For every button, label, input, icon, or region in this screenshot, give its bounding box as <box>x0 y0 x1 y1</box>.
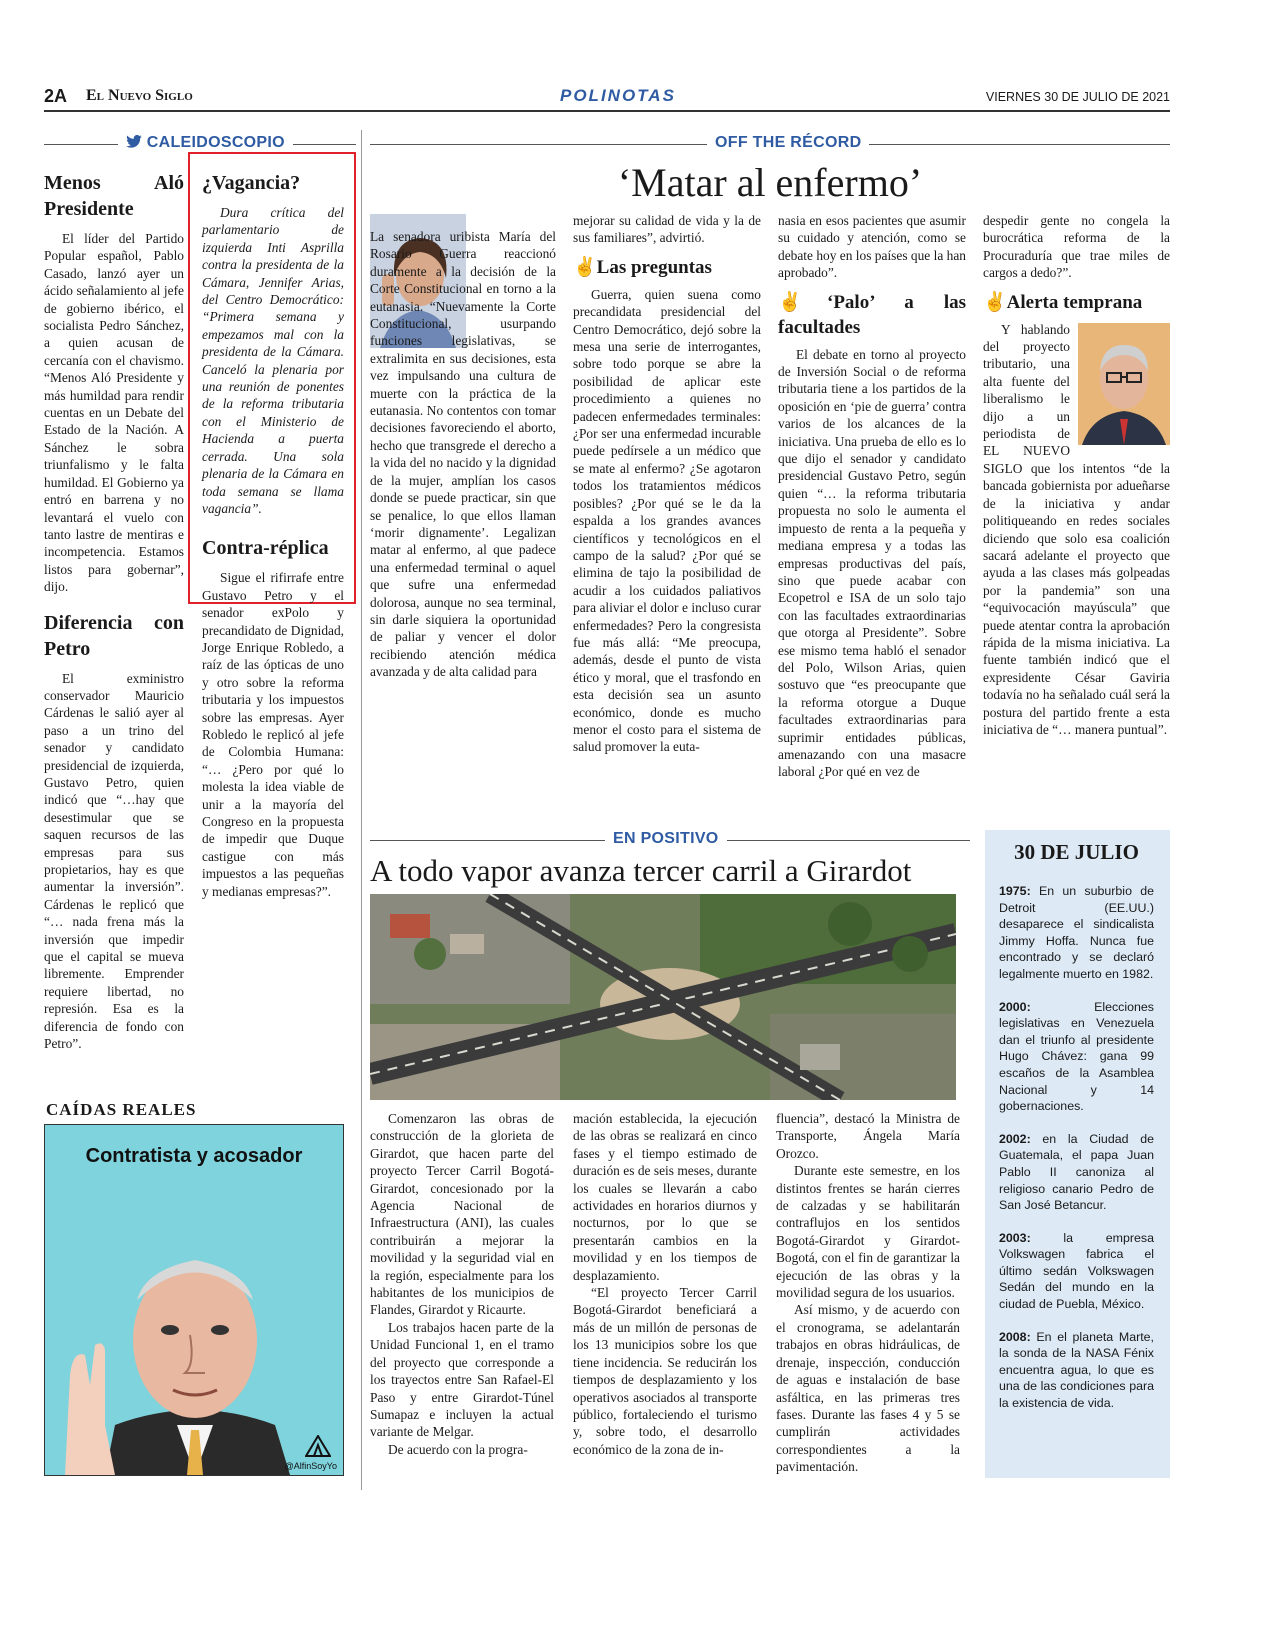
offrecord-label: OFF THE RÉCORD <box>707 134 869 152</box>
efemeride-text: Elecciones legislativas en Venezuela dan el triunfo al presidente Hugo Chávez: gana 99 escaños de la Asamblea Nacional y 14 gobernaciones. <box>999 999 1154 1114</box>
girardot-aerial-photo <box>370 894 956 1100</box>
headline-diferencia: Diferencia con Petro <box>44 611 184 660</box>
masthead-rule <box>44 110 1170 112</box>
cartoon-credit: @AlfinSoyYo <box>284 1461 337 1471</box>
efemeride-text: En un suburbio de Detroit (EE.UU.) desaparece el sindicalista Jimmy Hoffa. Nunca fue encontrado y se declaró legalmente muerto en 1982. <box>999 884 1154 981</box>
headline-menos-alo: Menos Aló Presidente <box>44 172 184 220</box>
headline-palo: ✌‘Palo’ a las facultades <box>778 291 966 338</box>
caleidoscopio-label <box>118 134 293 152</box>
enpositivo-col3-p3: Así mismo, y de acuerdo con el cronograma, se adelantarán trabajos en obras hidráulicas, de drenaje, inspección, conducción de aguas e instalación de base asfáltica, en las primeras tres fases. Durante las fases 4 y 5 se cumplirán actividades correspondientes a la pavimentación. <box>776 1302 960 1475</box>
efemeride-text: en la Ciudad de Guatemala, el papa Juan Pablo II canoniza al religioso canario Pedro de San José Betancur. <box>999 1131 1154 1213</box>
efemeride-year: 2000: <box>999 999 1031 1014</box>
body-vagancia: Dura crítica del parlamentario de izquierda Inti Asprilla contra la presidenta de la Cámara, Jennifer Arias, del Centro Democrático: “Primera semana y empezamos mal con la presidenta de la Cámara. Canceló la plenaria por una reunión de ponentes de la reforma tributaria con el Ministerio de Hacienda a puerta cerrada. Una sola plenaria de la Cámara en toda semana se llama vagancia”. <box>202 205 344 516</box>
enpositivo-column-1 <box>370 1110 554 1458</box>
cartoon-king-drawing <box>45 1125 343 1475</box>
headline-vagancia: ¿Vagancia? <box>202 172 301 194</box>
efemerides-title: 30 DE JULIO <box>1014 840 1139 864</box>
efemeride-year: 2003: <box>999 1230 1031 1245</box>
offrecord-col3-body: El debate en torno al proyecto de Inversión Social o de reforma tributaria tiene a los partidos de la oposición en ‘pie de guerra’ contra varios de los alcances de la iniciativa. Una prueba de ello es lo que dijo el senador y candidato presidencial Gustavo Petro, según quien “… la reforma tributaria propuesta no solo le aumenta el impuesto de renta a la pequeña y mediana empresa y a todas las empresas productivas del país, sino que puede acabar con Ecopetrol e ISA de un solo tajo con las facultades extraordinarias que otorga al Presidente”. Sobre ese mismo tema habló el senador del Polo, Wilson Arias, quien sostuvo que “es preocupante que la reforma otorgue a Duque facultades extraordinarias para suprimir entidades públicas, amenazando con una masacre laboral ¿Por qué en vez de <box>778 346 966 780</box>
efemeride-year: 1975: <box>999 884 1031 898</box>
body-diferencia: El exministro conservador Mauricio Cárdenas le salió ayer al paso a un trino del senador y candidato presidencial de izquierda, Gustavo Petro, quien indicó que “…hay que desestimular que se saquen recursos de las empresas para sus propietarios, hay es que aumentar la inversión”. Cárdenas le replicó que “… nada frena más la inversión que impedir que el capital se mueva libremente. Emprender requiere libertad, no represión. Esa es la diferencia de fondo con Petro”. <box>44 670 184 1052</box>
efemerides-box <box>985 830 1170 1478</box>
enpositivo-col1-p3: De acuerdo con la progra- <box>388 1441 528 1457</box>
enpositivo-column-3 <box>776 1110 960 1476</box>
efemeride-item <box>999 1329 1154 1412</box>
efemeride-item <box>999 1131 1154 1214</box>
offrecord-col4-body: Y hablando del proyecto tributario, una alta fuente del liberalismo le dijo a un periodista de EL NUEVO SIGLO que los intentos “de la bancada gobiernista por adueñarse de la iniciativa y andar politiqueando en redes sociales diciendo que solo esa coalición sacará adelante el proyecto que ayuda a las clases más golpeadas por la pandemia” son una “equivocación mayúscula” que puede atentar contra la aprobación rápida de la misma iniciativa. La fuente también indicó que el expresidente César Gaviria todavía no ha señalado cuál será la postura del partido frente a esta iniciativa de “… manera puntual”. <box>983 321 1170 737</box>
cartoon <box>44 1124 344 1476</box>
offrecord-column-1 <box>370 228 556 681</box>
enpositivo-col2-p1: mación establecida, la ejecución de las obras se realizará en cinco fases y el tiempo estimado de duración es de seis meses, durante los cuales se llevarán a cabo actividades en horarios diurnos y nocturnos, por lo que se presentarán cambios en la movilidad y en los tiempos de desplazamiento. <box>573 1111 757 1283</box>
headline-alerta: ✌Alerta temprana <box>983 291 1143 313</box>
offrecord-col2-intro: mejorar su calidad de vida y la de sus familiares”, advirtió. <box>573 213 761 246</box>
enpositivo-col3-p2: Durante este semestre, en los distintos frentes se harán cierres de calzadas y se habilitarán contraflujos en los sentidos Bogotá-Girardot y Girardot-Bogotá, con el fin de garantizar la ejecución de las obras y la movilidad segura de los usuarios. <box>776 1163 960 1301</box>
headline-las-preguntas: ✌Las preguntas <box>573 256 712 278</box>
caleidoscopio-column-1 <box>44 170 184 1052</box>
gaviria-photo <box>1078 323 1170 445</box>
efemerides-list <box>999 883 1154 1412</box>
enpositivo-column-2 <box>573 1110 757 1458</box>
enpositivo-headline: A todo vapor avanza tercer carril a Girardot <box>370 853 912 888</box>
efemeride-text: la empresa Volkswagen fabrica el último sedán Volkswagen Sedán del mundo en la ciudad de Puebla, México. <box>999 1230 1154 1312</box>
enpositivo-col1-p1: Comenzaron las obras de construcción de la glorieta de Girardot, que hacen parte del proyecto Tercer Carril Bogotá-Girardot, concesionado por la Agencia Nacional de Infraestructura (ANI), las cuales contribuirán a mejorar la movilidad y la seguridad vial en la región, especialmente para los habitantes de los municipios de Flandes, Girardot y Ricaurte. <box>370 1111 554 1318</box>
enpositivo-col1-p2: Los trabajos hacen parte de la Unidad Funcional 1, en el tramo del proyecto que corresponde a los trayectos entre San Rafael-El Paso y entre Girardot-Túnel Sumapaz e incluyen la actual variante de Melgar. <box>370 1319 554 1440</box>
enpositivo-col3-p1: fluencia”, destacó la Ministra de Transporte, Ángela María Orozco. <box>776 1111 960 1161</box>
caleidoscopio-text: CALEIDOSCOPIO <box>146 134 285 151</box>
section-name: POLINOTAS <box>560 86 676 105</box>
efemeride-item <box>999 999 1154 1115</box>
efemeride-year: 2002: <box>999 1131 1031 1146</box>
headline-contra-replica: Contra-réplica <box>202 537 329 560</box>
issue-date: VIERNES 30 DE JULIO DE 2021 <box>985 90 1170 104</box>
offrecord-headline: ‘Matar al enfermo’ <box>617 160 923 205</box>
body-menos-alo: El líder del Partido Popular español, Pablo Casado, lanzó ayer un ácido señalamiento al jefe de gobierno ibérico, el socialista Pedro Sánchez, a quien acusan de cercanía con el chavismo. “Menos Aló Presidente y más humildad para rendir cuentas en un Debate del Estado de la Nación. A Sánchez le sobra triunfalismo y le falta humildad. El Gobierno ya entró en barrena y no levantará el vuelo con tanto lastre de mentiras e incompetencia. Estamos listos para gobernar”, dijo. <box>44 231 184 595</box>
page-number: 2A <box>44 86 68 106</box>
efemeride-text: En el planeta Marte, la sonda de la NASA Fénix encuentra agua, lo que es una de las condiciones para la existencia de vida. <box>999 1329 1154 1411</box>
enpositivo-label: EN POSITIVO <box>605 830 727 848</box>
enpositivo-col2-p2: “El proyecto Tercer Carril Bogotá-Girardot beneficiará a más de un millón de personas de los 13 municipios sobre los que tiene incidencia. Se reducirán los tiempos de desplazamiento y los operativos asociados al transporte público, fortaleciendo el turismo y, sobre todo, el desarrollo económico de la zona de in- <box>573 1285 757 1457</box>
efemeride-year: 2008: <box>999 1329 1031 1344</box>
offrecord-column-2 <box>573 212 761 756</box>
column-divider <box>361 130 362 1490</box>
offrecord-col1-body: La senadora uribista María del Rosario Guerra reaccionó duramente a la decisión de la Corte Constitucional en torno a la eutanasia. “Nuevamente la Corte Constitucional, usurpando funciones legislativas, se extralimita en sus decisiones, esta vez impulsando una cultura de muerte con la práctica de la eutanasia. No contentos con tomar decisiones favoreciendo el aborto, hecho que transgrede el derecho a la vida del no nacido y la dignidad de la mujer, amplían los casos donde se puede practicar, sin que se penalice, lo que ellos llaman ‘morir dignamente’. Legalizan matar al enfermo, al que padece una enfermedad terminal o aquel que sufre una enfermedad dolorosa, aunque no sea terminal, sin darle siquiera la oportunidad de paliar y vencer el dolor recibiendo atención médica avanzada y de alta calidad para <box>370 229 556 680</box>
artist-logo-icon <box>305 1435 331 1457</box>
offrecord-col3-intro: nasia en esos pacientes que asumir su cuidado y atención, como se debate hoy en los países que la han aprobado”. <box>778 213 966 281</box>
offrecord-col2-body: Guerra, quien suena como precandidata presidencial del Centro Democrático, dejó sobre la mesa una serie de interrogantes, sobre todo porque se abre la posibilidad de aplicar este procedimiento a quienes no padecen enfermedades terminales: ¿Por ser una enfermedad incurable puede pedírsele a un médico que se mate al enfermo? ¿Se agotaron todos los tratamientos médicos posibles? ¿Por qué se le da la espalda a los grandes avances científicos y tecnológicos en el campo de la salud? ¿Por qué se elimina de tajo la posibilidad de acudir a los cuidados paliativos para aliviar el dolor e incluso curar enfermedades? Pero la congresista fue más allá: “Me preocupa, además, desde el punto de vista ético y moral, que el trasfondo en esta decisión sea un asunto económico, donde es mucho menor el costo para el sistema de salud promover la euta- <box>573 286 761 755</box>
body-contra-replica: Sigue el rifirrafe entre Gustavo Petro y el senador exPolo y precandidato de Dignidad, Jorge Enrique Robledo, a raíz de las ópticas de uno y otro sobre la reforma tributaria y los impuestos sobre las empresas. Ayer Robledo le replicó al jefe de Colombia Humana: “… ¿Pero por qué lo molesta la idea viable de unir a la mayoría del Congreso en la propuesta de impedir que Duque castigue con más impuestos a las pequeñas y medianas empresas?”. <box>202 570 344 899</box>
caleidoscopio-column-2 <box>202 170 344 900</box>
cartoon-title: Contratista y acosador <box>85 1145 303 1167</box>
caidas-label: CAÍDAS REALES <box>46 1100 197 1119</box>
newspaper-name: El Nuevo Siglo <box>86 87 193 104</box>
offrecord-col4-intro: despedir gente no congela la burocrática reforma de la Procuraduría que trae miles de cargos a dedo?”. <box>983 213 1170 281</box>
efemeride-item <box>999 883 1154 983</box>
offrecord-column-4 <box>983 212 1170 738</box>
efemeride-item <box>999 1230 1154 1313</box>
offrecord-column-3 <box>778 212 966 781</box>
twitter-bird-icon <box>126 134 147 151</box>
